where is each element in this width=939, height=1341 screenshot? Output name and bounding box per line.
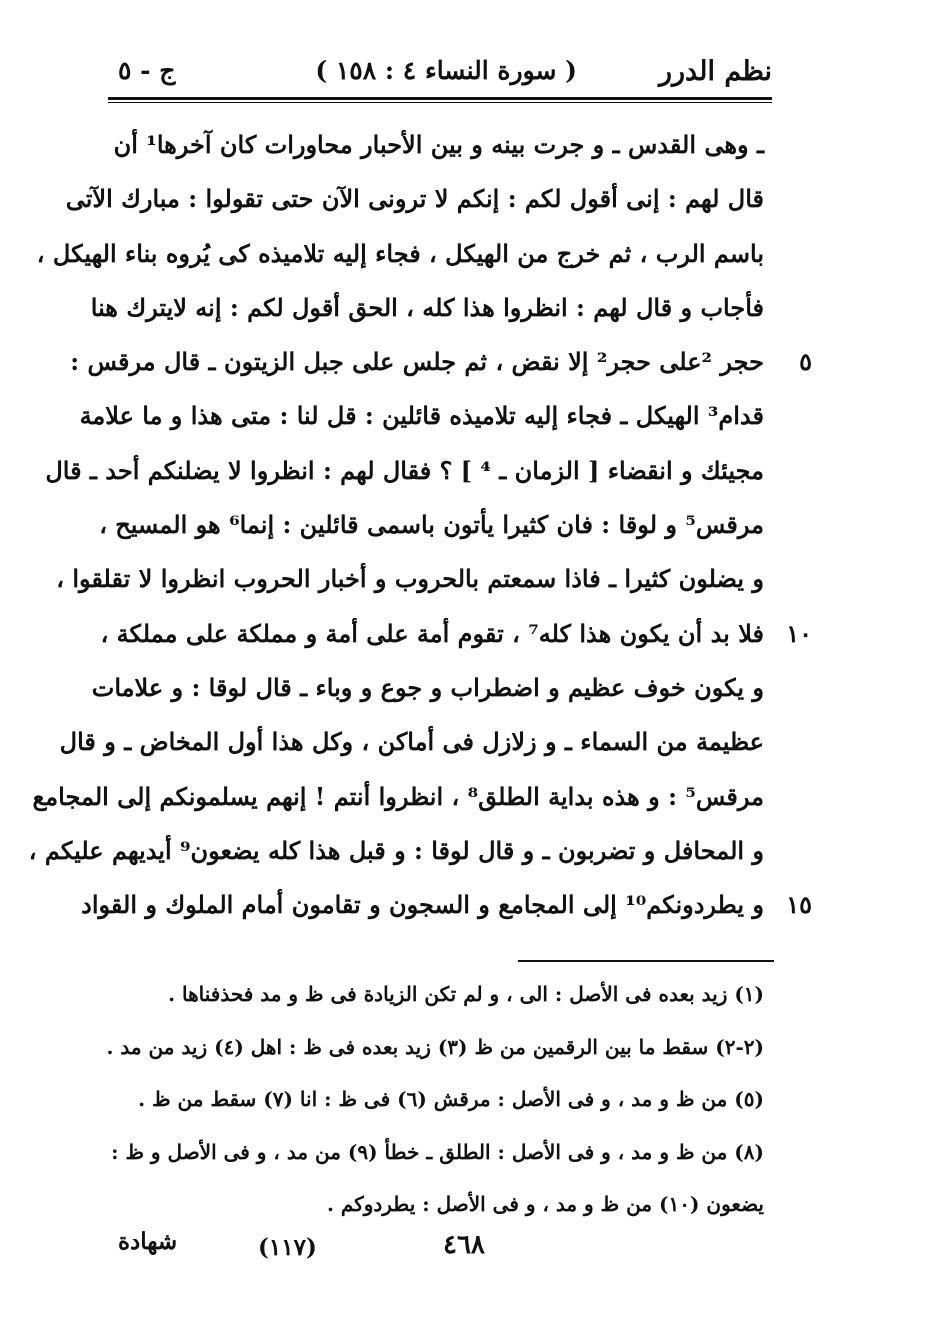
text-line [45,444,764,498]
line-text: و يكون خوف عظيم و اضطراب و جوع و وباء ـ قال لوقا : و علامات [91,672,764,702]
text-line [59,715,764,769]
text-line [90,281,764,335]
text-line [112,118,764,172]
line-number: ١٠ [786,618,812,648]
footnote-separator [518,960,774,962]
line-text: و يضلون كثيرا ـ فاذا سمعتم بالحروب و أخبار الحروب انظروا لا تقلقوا ، [56,564,764,594]
line-text: باسم الرب ، ثم خرج من الهيكل ، فجاء إليه تلاميذه كى يُروه بناء الهيكل ، [36,238,764,268]
main-text [28,118,812,932]
stamp-label: شهادة [118,1228,178,1255]
line-text: فلا بد أن يكون هذا كله⁷ ، تقوم أمة على أمة و مملكة على مملكة ، [100,618,764,648]
text-line [81,878,812,932]
text-line [91,661,764,715]
header-rule-thin [108,102,772,103]
page-footer [118,1222,518,1272]
volume-number: ج - ٥ [118,56,176,85]
text-line [99,498,764,552]
line-text: فأجاب و قال لهم : انظروا هذا كله ، الحق أقول لكم : إنه لايترك هنا [90,292,764,322]
text-line [28,824,764,878]
signature-code: (١١٧) [258,1234,317,1261]
footnote-line: (٨) من ظ و مد ، و فى الأصل : الطلق ـ خطأ (٩) من مد ، و فى الأصل و ظ : [111,1139,764,1164]
book-title: نظم الدرر [658,56,772,87]
text-line [36,227,764,281]
line-text: و يطردونكم¹⁰ إلى المجامع و السجون و تقامون أمام الملوك و القواد [81,890,764,920]
text-line [70,335,812,389]
footnotes [106,968,764,1231]
footnote-line: (٥) من ظ و مد ، و فى الأصل : مرقش (٦) فى ظ : انا (٧) سقط من ظ . [138,1087,764,1111]
line-text: حجر ²على حجر² إلا نقض ، ثم جلس على جبل الزيتون ـ قال مرقس : [70,347,764,377]
line-text: و المحافل و تضربون ـ و قال لوقا : و قبل هذا كله يضعون⁹ أيديهم عليكم ، [28,835,764,865]
page-header [112,52,772,92]
line-number: ١٥ [786,890,812,920]
line-text: مرقس⁵ و لوقا : فان كثيرا يأتون باسمى قائلين : إنما⁶ هو المسيح ، [99,510,764,540]
text-line [79,389,764,443]
footnote-line: يضعون (١٠) من ظ و مد ، و فى الأصل : يطردوكم . [326,1192,764,1216]
footnote-line: (١) زيد بعده فى الأصل : الى ، و لم تكن الزيادة فى ظ و مد فحذفناها . [168,982,764,1006]
line-number: ٥ [799,347,812,377]
surah-reference: ( سورة النساء ٤ : ١٥٨ ) [315,56,577,85]
text-line [65,172,764,226]
line-text: مجيئك و انقضاء [ الزمان ـ ⁴ ] ؟ فقال لهم : انظروا لا يضلنكم أحد ـ قال [45,455,764,485]
text-line [100,607,812,661]
header-rule [108,97,772,100]
footnote-line: (٢-٢) سقط ما بين الرقمين من ظ (٣) زيد بعده فى ظ : اهل (٤) زيد من مد . [106,1034,764,1059]
page-number: ٤٦٨ [443,1230,485,1260]
text-line [32,770,764,824]
line-text: ـ وهى القدس ـ و جرت بينه و بين الأحبار محاورات كان آخرها¹ أن [113,130,764,159]
line-text: قدام³ الهيكل ـ فجاء إليه تلاميذه قائلين : قل لنا : متى هذا و ما علامة [79,401,764,431]
text-line [56,552,764,606]
line-text: مرقس⁵ : و هذه بداية الطلق⁸ ، انظروا أنتم ! إنهم يسلمونكم إلى المجامع [32,781,764,811]
line-text: قال لهم : إنى أقول لكم : إنكم لا ترونى الآن حتى تقولوا : مبارك الآتى [65,184,764,214]
line-text: عظيمة من السماء ـ و زلازل فى أماكن ، وكل هذا أول المخاض ـ و قال [59,727,764,757]
